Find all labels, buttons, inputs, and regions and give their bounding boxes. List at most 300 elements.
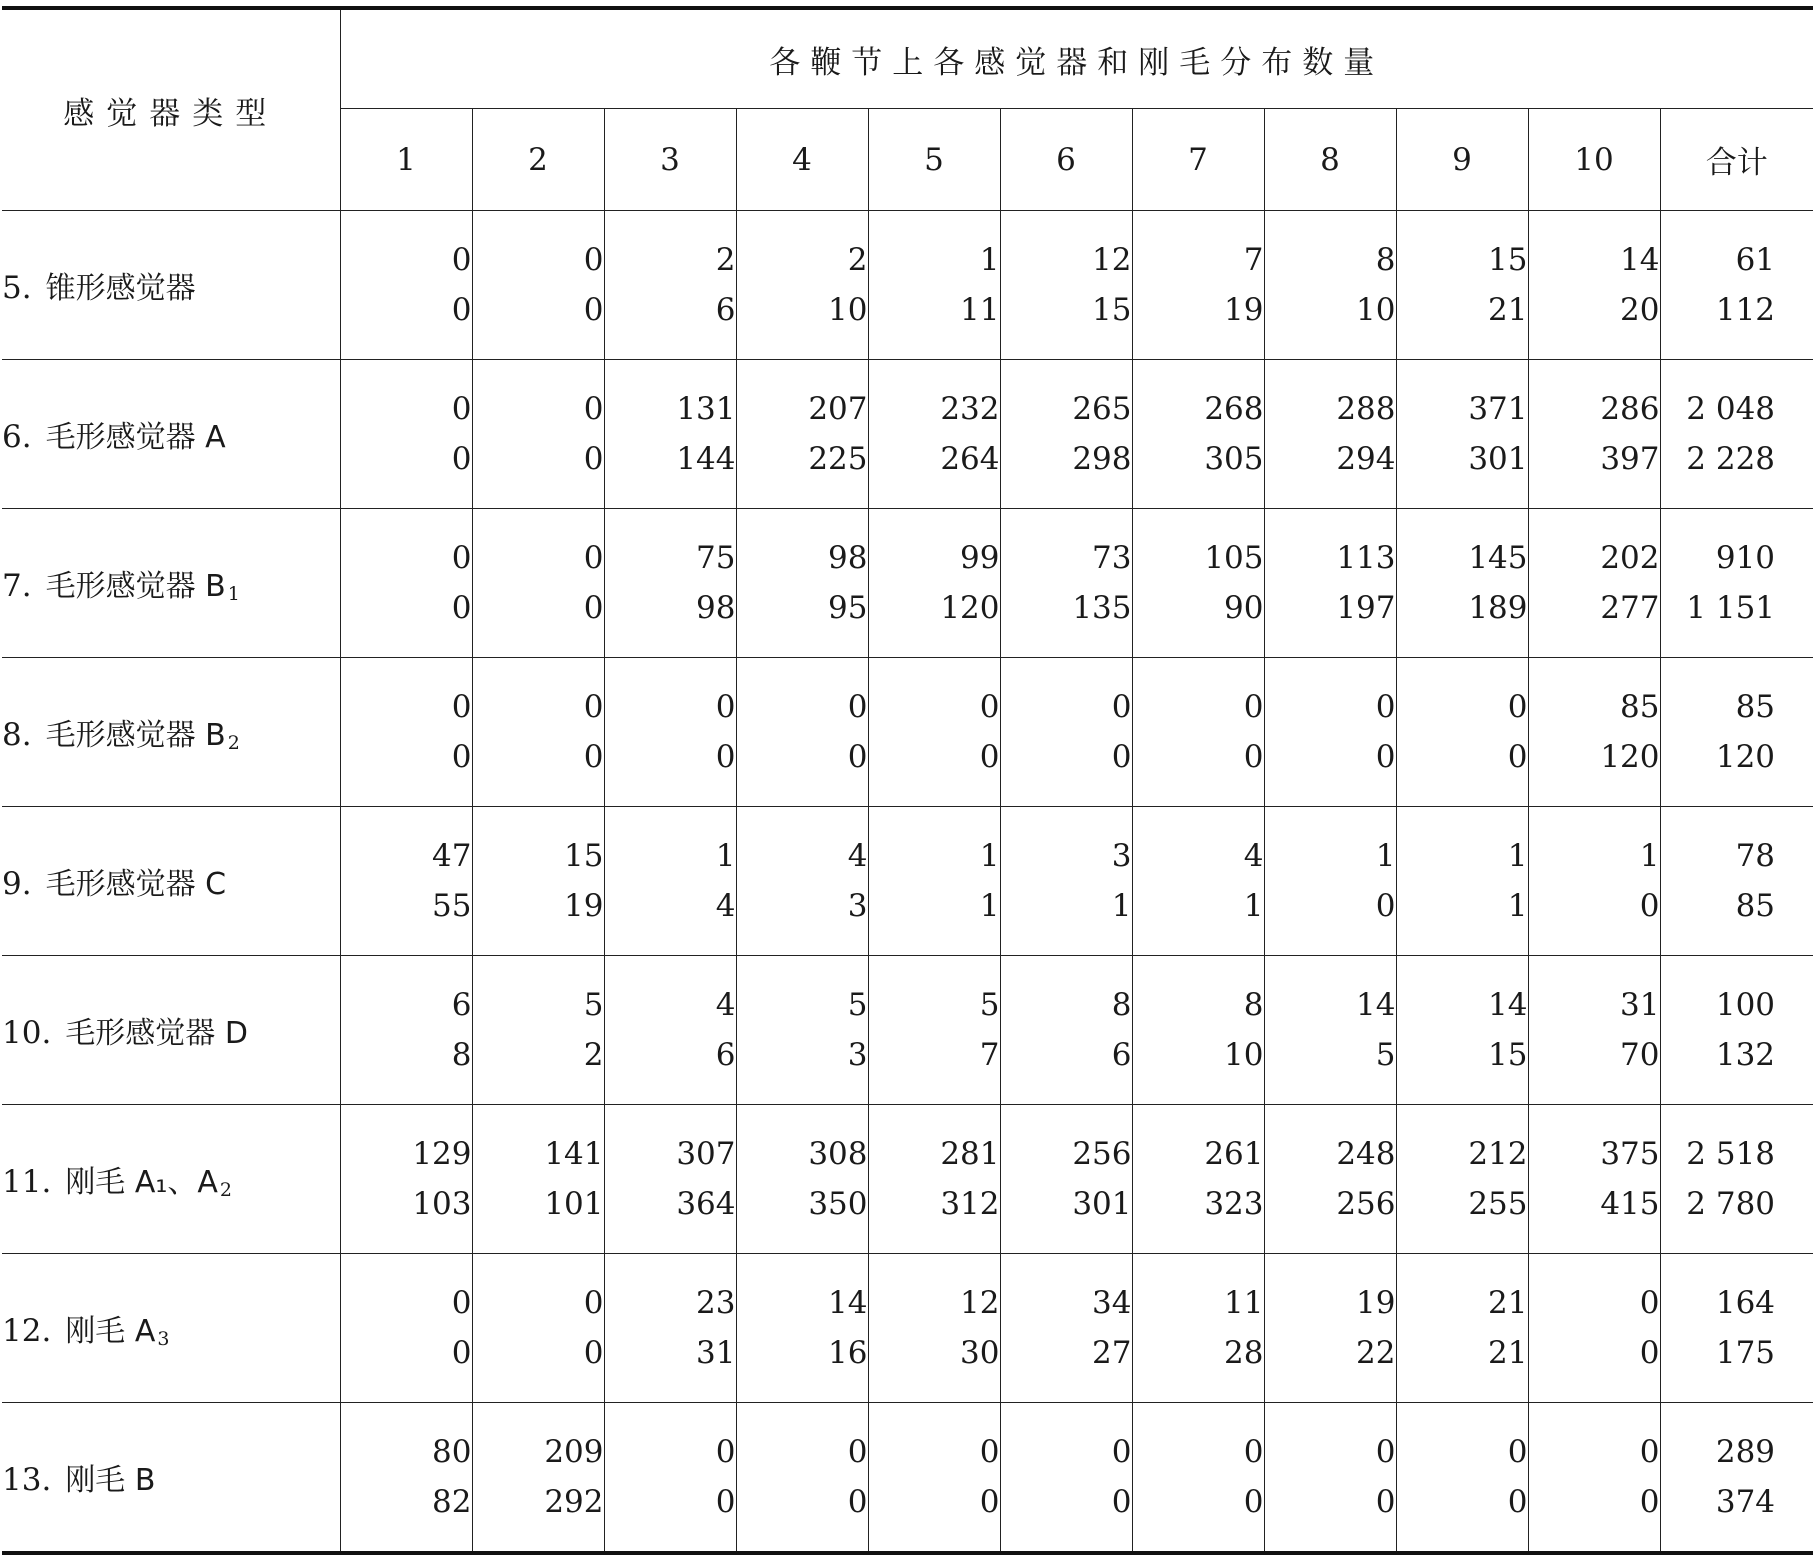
count-value-bottom: 0: [583, 1335, 604, 1371]
total-cell: [1660, 509, 1813, 658]
count-cell: [1396, 658, 1528, 807]
count-cell: [1132, 211, 1264, 360]
count-cell: [472, 360, 604, 509]
count-cell: [472, 658, 604, 807]
count-value-bottom: 10: [1224, 1037, 1264, 1073]
count-cell: [1264, 956, 1396, 1105]
count-value-bottom: 0: [583, 590, 604, 626]
count-value-bottom: 10: [1356, 292, 1396, 328]
count-value-top: 0: [1375, 689, 1396, 725]
count-cell: [1264, 211, 1396, 360]
column-header-total: 合计: [1660, 109, 1813, 211]
column-header-segment: 3: [604, 109, 736, 211]
count-cell: [1132, 658, 1264, 807]
count-value-top: 1: [979, 838, 1000, 874]
sensor-name: 锥形感觉器: [45, 271, 196, 306]
count-cell: [868, 509, 1000, 658]
count-value-bottom: 120: [940, 590, 1000, 626]
row-number: 12.: [2, 1313, 52, 1349]
count-value-bottom: 30: [960, 1335, 1000, 1371]
count-cell: [1000, 360, 1132, 509]
count-value-bottom: 6: [715, 1037, 736, 1073]
total-cell: [1660, 1105, 1813, 1254]
count-value-bottom: 3: [847, 1037, 868, 1073]
count-value-bottom: 0: [1507, 739, 1528, 775]
count-value-top: 0: [847, 689, 868, 725]
sensor-subscript: 2: [219, 1179, 233, 1201]
count-cell: [868, 1105, 1000, 1254]
count-value-bottom: 101: [544, 1186, 604, 1222]
sensor-type-label: [2, 360, 340, 509]
count-value-top: 202: [1600, 540, 1660, 576]
count-value-bottom: 0: [847, 1484, 868, 1520]
count-value-top: 256: [1072, 1136, 1132, 1172]
count-value-top: 307: [676, 1136, 736, 1172]
count-value-top: 232: [940, 391, 1000, 427]
count-value-bottom: 364: [676, 1186, 736, 1222]
count-value-top: 0: [1639, 1434, 1660, 1470]
count-cell: [472, 509, 604, 658]
count-value-bottom: 82: [432, 1484, 472, 1520]
count-value-top: 12: [960, 1285, 1000, 1321]
table-row: [2, 211, 1813, 360]
row-number: 6.: [2, 419, 32, 455]
count-cell: [736, 956, 868, 1105]
count-value-bottom: 277: [1600, 590, 1660, 626]
count-cell: [472, 211, 604, 360]
sensor-name: 刚毛 A₁、A: [65, 1165, 218, 1200]
count-value-top: 131: [676, 391, 736, 427]
count-cell: [868, 1254, 1000, 1403]
count-value-bottom: 292: [544, 1484, 604, 1520]
count-value-top: 8: [1111, 987, 1132, 1023]
count-cell: [1528, 807, 1660, 956]
count-value-bottom: 22: [1356, 1335, 1396, 1371]
total-cell: [1660, 1403, 1813, 1554]
count-value-bottom: 98: [696, 590, 736, 626]
count-value-top: 0: [583, 1285, 604, 1321]
count-cell: [1000, 1254, 1132, 1403]
count-cell: [604, 1403, 736, 1554]
count-cell: [1264, 1403, 1396, 1554]
count-value-top: 0: [1111, 689, 1132, 725]
count-value-top: 5: [847, 987, 868, 1023]
count-value-top: 8: [1243, 987, 1264, 1023]
count-value-top: 61: [1735, 242, 1776, 278]
count-value-top: 14: [1356, 987, 1396, 1023]
count-value-top: 1: [715, 838, 736, 874]
count-cell: [1528, 956, 1660, 1105]
count-value-top: 1: [1375, 838, 1396, 874]
count-cell: [1000, 658, 1132, 807]
table-row: [2, 658, 1813, 807]
sensor-type-label: [2, 509, 340, 658]
count-value-top: 85: [1735, 689, 1776, 725]
count-cell: [340, 807, 472, 956]
count-cell: [1132, 1105, 1264, 1254]
sensor-name: 毛形感觉器 A: [45, 420, 226, 455]
count-value-bottom: 0: [1507, 1484, 1528, 1520]
count-cell: [472, 1105, 604, 1254]
count-cell: [1132, 509, 1264, 658]
row-number: 7.: [2, 568, 32, 604]
count-value-top: 4: [1243, 838, 1264, 874]
count-value-bottom: 397: [1600, 441, 1660, 477]
count-value-top: 5: [583, 987, 604, 1023]
count-cell: [604, 956, 736, 1105]
count-value-top: 209: [544, 1434, 604, 1470]
count-value-top: 0: [451, 1285, 472, 1321]
count-cell: [736, 509, 868, 658]
count-value-bottom: 0: [451, 441, 472, 477]
count-cell: [868, 360, 1000, 509]
count-value-top: 47: [432, 838, 472, 874]
count-value-bottom: 0: [1639, 888, 1660, 924]
count-value-bottom: 305: [1204, 441, 1264, 477]
count-value-top: 207: [808, 391, 868, 427]
count-cell: [1396, 1105, 1528, 1254]
count-cell: [1528, 360, 1660, 509]
count-value-bottom: 0: [583, 739, 604, 775]
total-cell: [1660, 658, 1813, 807]
count-value-bottom: 15: [1092, 292, 1132, 328]
count-value-top: 308: [808, 1136, 868, 1172]
count-value-top: 3: [1111, 838, 1132, 874]
sensor-subscript: 2: [227, 732, 240, 754]
table-row: [2, 509, 1813, 658]
count-value-bottom: 6: [715, 292, 736, 328]
count-value-top: 141: [544, 1136, 604, 1172]
sensor-type-label: [2, 1254, 340, 1403]
table-row: [2, 1403, 1813, 1554]
count-value-bottom: 175: [1715, 1335, 1776, 1371]
count-value-bottom: 0: [1375, 1484, 1396, 1520]
count-value-bottom: 255: [1468, 1186, 1528, 1222]
count-cell: [1528, 509, 1660, 658]
count-cell: [1528, 1254, 1660, 1403]
count-value-bottom: 0: [1639, 1484, 1660, 1520]
count-value-top: 0: [583, 242, 604, 278]
count-cell: [1000, 807, 1132, 956]
count-value-bottom: 0: [1111, 1484, 1132, 1520]
count-value-bottom: 4: [715, 888, 736, 924]
sensor-type-label: [2, 807, 340, 956]
count-value-bottom: 16: [828, 1335, 868, 1371]
total-cell: [1660, 1254, 1813, 1403]
count-cell: [1000, 1403, 1132, 1554]
count-value-bottom: 350: [808, 1186, 868, 1222]
column-header-segment: 5: [868, 109, 1000, 211]
sensor-name: 刚毛 B: [65, 1463, 156, 1498]
count-value-bottom: 19: [564, 888, 604, 924]
total-cell: [1660, 360, 1813, 509]
sensor-name: 毛形感觉器 B: [45, 718, 226, 753]
count-cell: [340, 956, 472, 1105]
count-value-bottom: 0: [1243, 1484, 1264, 1520]
count-value-top: 0: [979, 689, 1000, 725]
count-value-top: 80: [432, 1434, 472, 1470]
count-cell: [604, 807, 736, 956]
count-value-bottom: 0: [1111, 739, 1132, 775]
count-value-top: 100: [1715, 987, 1776, 1023]
count-value-top: 0: [1507, 1434, 1528, 1470]
row-number: 8.: [2, 717, 32, 753]
count-value-bottom: 5: [1375, 1037, 1396, 1073]
count-value-bottom: 0: [1375, 888, 1396, 924]
count-value-bottom: 6: [1111, 1037, 1132, 1073]
count-value-bottom: 11: [960, 292, 1000, 328]
count-value-top: 0: [1243, 1434, 1264, 1470]
count-value-top: 7: [1243, 242, 1264, 278]
count-value-bottom: 0: [451, 292, 472, 328]
count-value-top: 75: [696, 540, 736, 576]
count-value-top: 0: [451, 391, 472, 427]
count-value-top: 0: [1507, 689, 1528, 725]
count-value-top: 14: [1620, 242, 1660, 278]
count-cell: [736, 807, 868, 956]
count-value-top: 4: [715, 987, 736, 1023]
count-value-top: 1: [1507, 838, 1528, 874]
count-value-top: 15: [1488, 242, 1528, 278]
count-value-bottom: 0: [1639, 1335, 1660, 1371]
sensor-type-label: [2, 1105, 340, 1254]
count-value-top: 0: [451, 242, 472, 278]
count-cell: [1396, 509, 1528, 658]
count-value-top: 265: [1072, 391, 1132, 427]
count-value-top: 0: [715, 1434, 736, 1470]
count-value-bottom: 301: [1468, 441, 1528, 477]
count-cell: [340, 211, 472, 360]
total-cell: [1660, 956, 1813, 1105]
count-cell: [340, 1254, 472, 1403]
count-value-bottom: 2 228: [1686, 441, 1776, 477]
count-value-bottom: 120: [1715, 739, 1776, 775]
count-value-bottom: 1: [979, 888, 1000, 924]
count-cell: [1396, 1254, 1528, 1403]
count-cell: [1132, 807, 1264, 956]
count-cell: [604, 1254, 736, 1403]
count-value-top: 1: [979, 242, 1000, 278]
row-number: 13.: [2, 1462, 52, 1498]
count-value-top: 0: [583, 540, 604, 576]
count-value-top: 21: [1488, 1285, 1528, 1321]
count-value-top: 2: [847, 242, 868, 278]
count-cell: [736, 360, 868, 509]
count-value-bottom: 1: [1507, 888, 1528, 924]
table-row: [2, 807, 1813, 956]
count-value-top: 248: [1336, 1136, 1396, 1172]
count-cell: [1000, 509, 1132, 658]
count-value-bottom: 0: [451, 1335, 472, 1371]
sensor-type-label: [2, 211, 340, 360]
count-value-bottom: 1 151: [1686, 590, 1776, 626]
column-header-segment: 2: [472, 109, 604, 211]
sensor-type-label: [2, 1403, 340, 1554]
count-cell: [1132, 956, 1264, 1105]
count-cell: [736, 1105, 868, 1254]
count-value-top: 73: [1092, 540, 1132, 576]
count-value-top: 0: [583, 391, 604, 427]
row-number: 9.: [2, 866, 32, 902]
count-cell: [1264, 658, 1396, 807]
count-cell: [736, 1403, 868, 1554]
count-value-bottom: 415: [1600, 1186, 1660, 1222]
sensor-name: 刚毛 A: [65, 1314, 156, 1349]
count-value-bottom: 28: [1224, 1335, 1264, 1371]
count-cell: [1396, 211, 1528, 360]
count-value-top: 23: [696, 1285, 736, 1321]
count-value-top: 910: [1715, 540, 1776, 576]
count-value-top: 375: [1600, 1136, 1660, 1172]
count-value-top: 212: [1468, 1136, 1528, 1172]
count-value-top: 5: [979, 987, 1000, 1023]
count-value-top: 371: [1468, 391, 1528, 427]
count-cell: [1264, 1105, 1396, 1254]
count-value-bottom: 0: [451, 739, 472, 775]
count-cell: [1396, 807, 1528, 956]
count-cell: [868, 211, 1000, 360]
count-value-bottom: 27: [1092, 1335, 1132, 1371]
count-cell: [1132, 1403, 1264, 1554]
count-value-bottom: 21: [1488, 292, 1528, 328]
count-cell: [472, 1403, 604, 1554]
count-value-bottom: 1: [1243, 888, 1264, 924]
count-value-bottom: 0: [1243, 739, 1264, 775]
count-value-bottom: 15: [1488, 1037, 1528, 1073]
count-cell: [868, 1403, 1000, 1554]
row-number: 5.: [2, 270, 32, 306]
count-value-bottom: 189: [1468, 590, 1528, 626]
count-cell: [340, 658, 472, 807]
table-body: [2, 211, 1813, 1554]
count-value-top: 2 048: [1686, 391, 1776, 427]
sensor-type-header: 感觉器类型: [2, 8, 340, 211]
count-cell: [604, 658, 736, 807]
count-value-bottom: 0: [979, 739, 1000, 775]
sensor-name: 毛形感觉器 B: [45, 569, 226, 604]
row-number: 11.: [2, 1164, 52, 1200]
table-row: [2, 1254, 1813, 1403]
count-value-top: 286: [1600, 391, 1660, 427]
count-value-bottom: 103: [412, 1186, 472, 1222]
count-value-bottom: 0: [583, 292, 604, 328]
count-value-top: 0: [1375, 1434, 1396, 1470]
sensor-type-label: [2, 658, 340, 807]
count-cell: [604, 509, 736, 658]
column-header-segment: 7: [1132, 109, 1264, 211]
count-value-top: 0: [847, 1434, 868, 1470]
count-cell: [1396, 1403, 1528, 1554]
count-cell: [1264, 1254, 1396, 1403]
segment-group-header: 各鞭节上各感觉器和刚毛分布数量: [340, 8, 1813, 109]
count-cell: [1132, 1254, 1264, 1403]
count-value-bottom: 3: [847, 888, 868, 924]
count-value-top: 0: [1111, 1434, 1132, 1470]
count-cell: [604, 1105, 736, 1254]
sensor-distribution-table: [2, 6, 1813, 1555]
count-value-bottom: 85: [1735, 888, 1776, 924]
count-value-top: 288: [1336, 391, 1396, 427]
count-cell: [340, 509, 472, 658]
count-value-bottom: 21: [1488, 1335, 1528, 1371]
count-value-bottom: 144: [676, 441, 736, 477]
sensor-subscript: 3: [157, 1328, 170, 1350]
count-cell: [868, 956, 1000, 1105]
column-header-segment: 4: [736, 109, 868, 211]
count-value-bottom: 20: [1620, 292, 1660, 328]
count-cell: [868, 807, 1000, 956]
count-cell: [1000, 1105, 1132, 1254]
count-cell: [604, 360, 736, 509]
count-value-top: 15: [564, 838, 604, 874]
count-value-bottom: 135: [1072, 590, 1132, 626]
count-value-top: 0: [451, 689, 472, 725]
count-value-top: 145: [1468, 540, 1528, 576]
count-value-bottom: 2 780: [1686, 1186, 1776, 1222]
count-value-top: 281: [940, 1136, 1000, 1172]
count-value-top: 14: [828, 1285, 868, 1321]
count-value-top: 0: [1639, 1285, 1660, 1321]
count-cell: [1000, 956, 1132, 1105]
count-cell: [340, 1105, 472, 1254]
count-value-bottom: 298: [1072, 441, 1132, 477]
count-cell: [472, 807, 604, 956]
count-value-top: 8: [1375, 242, 1396, 278]
column-header-segment: 9: [1396, 109, 1528, 211]
count-value-bottom: 8: [451, 1037, 472, 1073]
count-value-bottom: 19: [1224, 292, 1264, 328]
count-value-bottom: 256: [1336, 1186, 1396, 1222]
count-value-top: 268: [1204, 391, 1264, 427]
row-number: 10.: [2, 1015, 52, 1051]
count-cell: [868, 658, 1000, 807]
table-row: [2, 360, 1813, 509]
count-value-top: 0: [583, 689, 604, 725]
count-value-bottom: 0: [715, 739, 736, 775]
count-value-top: 261: [1204, 1136, 1264, 1172]
count-cell: [736, 1254, 868, 1403]
column-header-segment: 6: [1000, 109, 1132, 211]
count-cell: [1528, 658, 1660, 807]
count-value-bottom: 120: [1600, 739, 1660, 775]
count-value-top: 1: [1639, 838, 1660, 874]
table-row: [2, 956, 1813, 1105]
count-value-bottom: 112: [1715, 292, 1776, 328]
count-cell: [340, 1403, 472, 1554]
count-value-bottom: 1: [1111, 888, 1132, 924]
table-row: [2, 1105, 1813, 1254]
count-value-bottom: 31: [696, 1335, 736, 1371]
count-value-top: 34: [1092, 1285, 1132, 1321]
count-value-bottom: 70: [1620, 1037, 1660, 1073]
count-value-bottom: 301: [1072, 1186, 1132, 1222]
count-value-top: 78: [1735, 838, 1776, 874]
column-header-segment: 10: [1528, 109, 1660, 211]
count-cell: [472, 1254, 604, 1403]
total-cell: [1660, 807, 1813, 956]
count-value-bottom: 90: [1224, 590, 1264, 626]
count-value-bottom: 2: [583, 1037, 604, 1073]
count-value-bottom: 225: [808, 441, 868, 477]
count-cell: [1396, 956, 1528, 1105]
count-cell: [604, 211, 736, 360]
count-value-bottom: 0: [583, 441, 604, 477]
sensor-subscript: 1: [227, 583, 240, 605]
count-cell: [1264, 509, 1396, 658]
count-value-bottom: 323: [1204, 1186, 1264, 1222]
count-value-top: 12: [1092, 242, 1132, 278]
count-value-top: 98: [828, 540, 868, 576]
